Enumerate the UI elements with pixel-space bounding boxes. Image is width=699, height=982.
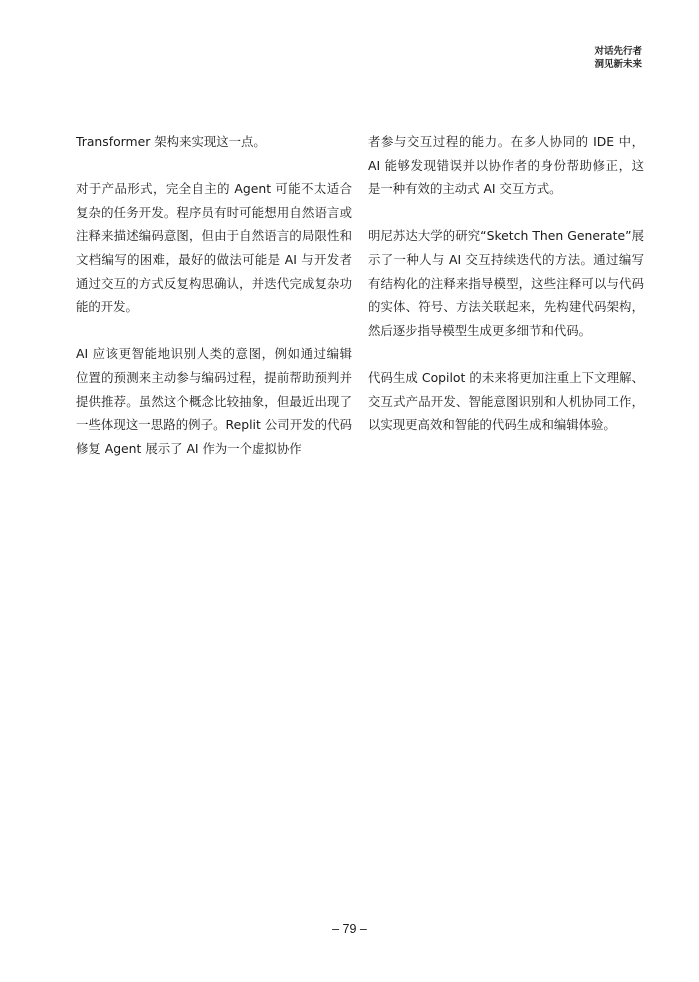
header-tagline-line2: 洞见新未来: [594, 59, 642, 70]
paragraph: 代码生成 Copilot 的未来将更加注重上下文理解、交互式产品开发、智能意图识别和人机协同工作，以实现更高效和智能的代码生成和编辑体验。: [368, 369, 644, 433]
paragraph: 者参与交互过程的能力。在多人协同的 IDE 中，AI 能够发现错误并以协作者的身份帮助修正，这是一种有效的主动式 AI 交互方式。: [368, 134, 644, 197]
paragraph: 明尼苏达大学的研究“Sketch Then Generate”展示了一种人与 AI 交互持续迭代的方法。通过编写有结构化的注释来指导模型，这些注释可以与代码的实体、符号、方法关联起来，先构建代码架构，然后逐步指导模型生成更多细节和代码。: [368, 228, 644, 338]
paragraph: AI 应该更智能地识别人类的意图，例如通过编辑位置的预测来主动参与编码过程，提前帮助预判并提供推荐。虽然这个概念比较抽象，但最近出现了一些体现这一思路的例子。Replit 公司开发的代码修复 Agent 展示了 AI 作为一个虚拟协作: [76, 346, 352, 456]
right-column: [368, 130, 644, 460]
left-column: [76, 130, 352, 484]
paragraph: 对于产品形式，完全自主的 Agent 可能不太适合复杂的任务开发。程序员有时可能想用自然语言或注释来描述编码意图，但由于自然语言的局限性和文档编写的困难，最好的做法可能是 AI 与开发者通过交互的方式反复构思确认，并迭代完成复杂功能的开发。: [76, 181, 352, 315]
header-tagline-line1: 对话先行者: [594, 46, 642, 57]
paragraph: Transformer 架构来实现这一点。: [76, 134, 266, 149]
header-tagline: [594, 45, 642, 71]
page-number: – 79 –: [332, 922, 367, 936]
